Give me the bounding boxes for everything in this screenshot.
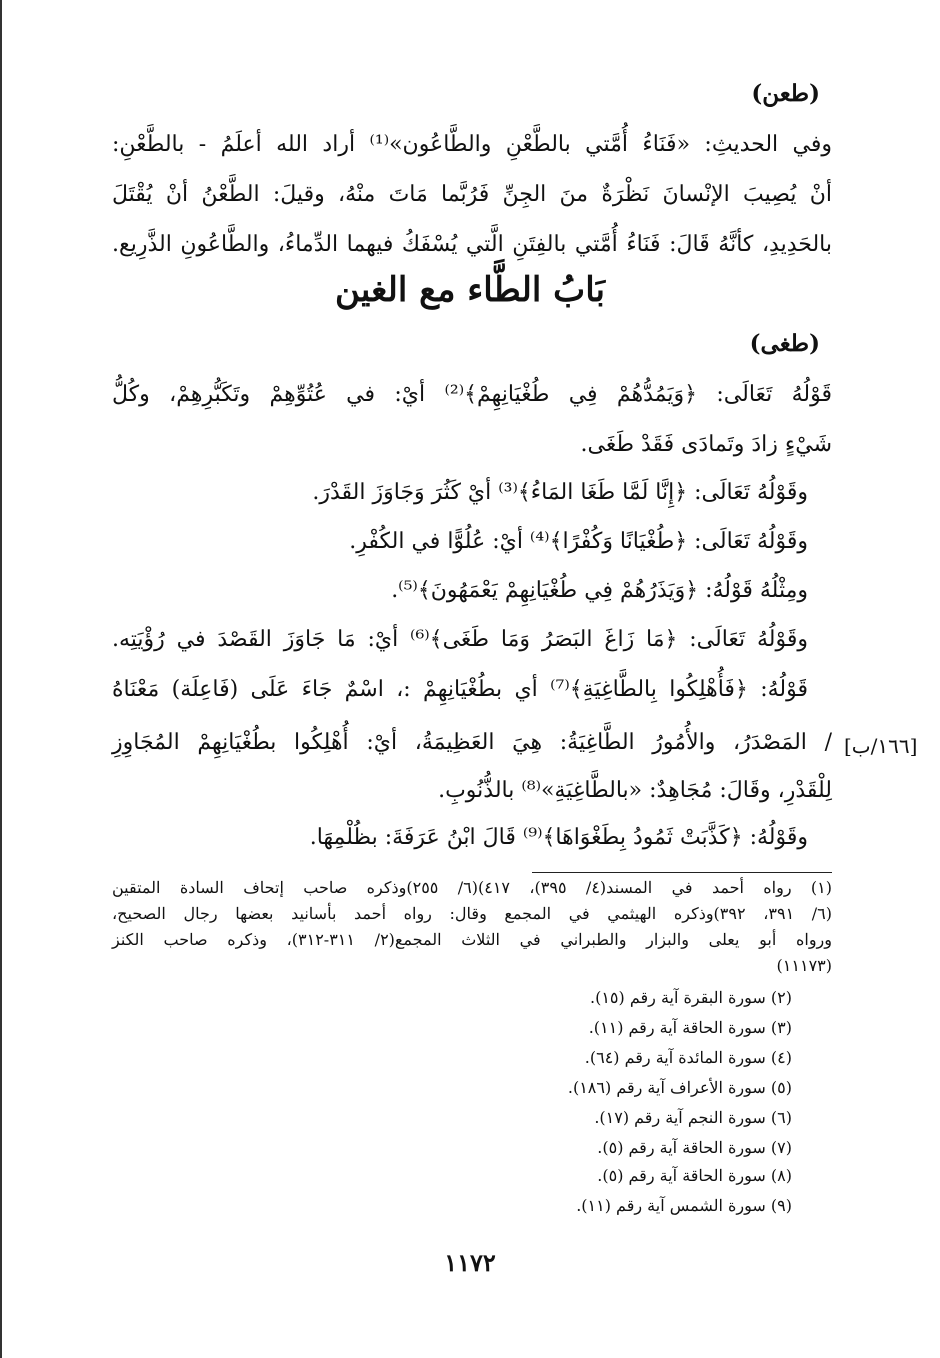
footnote-line-1: (١) رواه أحمد في المسند(٤/ ٣٩٥)، ٤١٧)(٦/ ٢٥٥)وذكره صاحب إتحاف السادة المتقين <box>112 878 833 897</box>
footnote-6: (٦) سورة النجم آية رقم (١٧). <box>594 1108 792 1127</box>
footnote-7: (٧) سورة الحاقة آية رقم (٥). <box>597 1138 792 1157</box>
body-line-1: وفي الحديثِ: «فَنَاءُ أُمَّتي بالطَّعْنِ والطَّاعُون»⁽¹⁾ أراد الله أعلَمُ - بالطَّعْنِ: <box>112 132 832 157</box>
footnote-8: (٨) سورة الحاقة آية رقم (٥). <box>597 1166 792 1185</box>
footnote-3: (٣) سورة الحاقة آية رقم (١١). <box>588 1018 792 1037</box>
footnote-9: (٩) سورة الشمس آية رقم (١١). <box>576 1196 792 1215</box>
body-line-7: وقَوْلُهُ تَعَالَى: ﴿طُغْيَانًا وَكُفْرًا﴾⁽⁴⁾ أيْ: عُلُوًّا في الكُفْرِ. <box>349 529 808 554</box>
page-number: ١١٧٢ <box>444 1248 496 1277</box>
body-line-10: قَوْلُهُ: ﴿فَأُهْلِكُوا بِالطَّاغِيَةِ﴾⁽⁷⁾ أي بطُغْيَانِهِمْ :، اسْمٌ جَاءَ عَلَى (فَاعِلَة) مَعْنَاهُ <box>112 677 808 702</box>
body-line-8: ومِثْلُهُ قَوْلُهُ: ﴿وَيَذَرُهُمْ فِي طُغْيَانِهِمْ يَعْمَهُونَ﴾⁽⁵⁾. <box>391 578 808 603</box>
chapter-title: بَابُ الطَّاء مع الغين <box>334 270 606 310</box>
body-line-13: وقَوْلُهُ: ﴿كَذَّبَتْ ثَمُودُ بِطَغْوَاهَا﴾⁽⁹⁾ قَالَ ابْنُ عَرَفَةَ: بظُلْمِهَا. <box>309 825 808 850</box>
footnote-5: (٥) سورة الأعراف آية رقم (١٨٦). <box>567 1078 792 1097</box>
body-line-3: بالحَدِيدِ، كأنَّهُ قَالَ: فَنَاءُ أُمَّتي بالفِتَنِ الَّتي يُسْفَكُ فيهما الدِّماءُ، والطَّاعُونِ الذَّرِيع. <box>112 232 832 257</box>
manuscript-folio-note: [١٦٦/ب] <box>844 734 918 758</box>
body-line-9: وقَوْلُهُ تَعَالَى: ﴿مَا زَاغَ البَصَرُ وَمَا طَغَى﴾⁽⁶⁾ أيْ: مَا جَاوَزَ القَصْدَ في رُؤْيَتِه. <box>112 627 808 652</box>
footnote-line-2: (٦/ ٣٩١، ٣٩٢)وذكره الهيثمي في المجمع وقال: رواه أحمد بأسانيد بعضها رجال الصحيح، <box>112 904 833 923</box>
body-line-6: وقَوْلُهُ تَعَالَى: ﴿إِنَّا لَمَّا طَغَا المَاءُ﴾⁽³⁾ أيْ كَثُرَ وَجَاوَزَ القَدْرَ. <box>312 480 808 505</box>
body-line-2: أنْ يُصِيبَ الإنْسانَ نَظْرَةٌ منَ الجِنِّ فَرُبَّما مَاتَ منْهُ، وقيلَ: الطَّعْنُ أنْ يُقْتَلَ <box>112 182 832 207</box>
entry-heading-tagha: (طغى) <box>749 330 820 357</box>
footnote-line-4: (١١١٧٣) <box>776 956 832 975</box>
body-line-4: قَوْلُهُ تَعَالَى: ﴿وَيَمُدُّهُمْ فِي طُغْيَانِهِمْ﴾⁽²⁾ أيْ: في عُتُوِّهِمْ وتَكَبُّرِهِمْ، وكُلُّ <box>112 382 832 407</box>
footnote-4: (٤) سورة المائدة آية رقم (٦٤). <box>584 1048 792 1067</box>
page-edge-shadow <box>0 0 2 1358</box>
body-line-11: / المَصْدَرُ، والأُمُورُ الطَّاغِيَةُ: هِيَ العَظِيمَةُ، أيْ: أُهْلِكُوا بطُغْيَانِهِمْ المُجَاوِزِ <box>112 730 832 755</box>
body-line-12: لِلْقَدْرِ، وقَالَ: مُجَاهِدٌ: «بالطَّاغِيَةِ»⁽⁸⁾ بالذُّنُوبِ. <box>438 778 832 803</box>
footnote-line-3: ورواه أبو يعلى والبزار والطبراني في الثلاث المجمع(٢/ ٣١١-٣١٢)، وذكره صاحب الكنز <box>112 930 832 949</box>
footnote-2: (٢) سورة البقرة آية رقم (١٥). <box>589 988 792 1007</box>
entry-heading-taan: (طعن) <box>751 80 820 107</box>
body-line-5: شَيْءٍ زادَ وتَمادَى فَقَدْ طَغَى. <box>580 432 832 457</box>
footnote-separator <box>532 872 832 873</box>
